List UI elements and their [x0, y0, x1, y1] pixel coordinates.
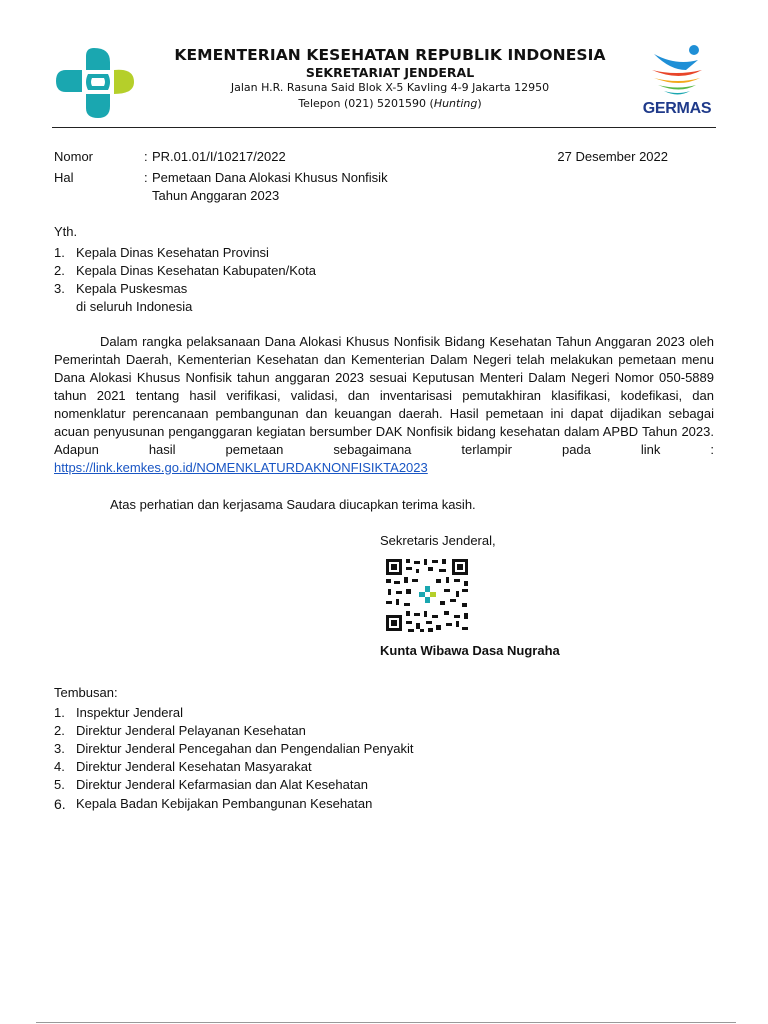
letter-date: 27 Desember 2022 [557, 149, 668, 164]
cc-item: Kepala Badan Kebijakan Pembangunan Kesehatan [76, 796, 373, 811]
germas-label: GERMAS [642, 100, 712, 117]
recipient-item: Kepala Dinas Kesehatan Provinsi [76, 245, 269, 260]
footer-divider [36, 1022, 736, 1023]
recipient-item: Kepala Dinas Kesehatan Kabupaten/Kota [76, 263, 316, 278]
nomor-colon: : [144, 149, 148, 164]
cc-item: Direktur Jenderal Pencegahan dan Pengendalian Penyakit [76, 741, 414, 756]
closing-sentence: Atas perhatian dan kerjasama Saudara diucapkan terima kasih. [110, 497, 476, 512]
germas-figure-icon [636, 40, 718, 100]
recipient-location: di seluruh Indonesia [76, 299, 193, 314]
cc-number: 4. [54, 759, 65, 774]
cc-label: Tembusan: [54, 685, 118, 700]
recipient-number: 1. [54, 245, 65, 260]
body-paragraph [54, 333, 714, 477]
ministry-name: KEMENTERIAN KESEHATAN REPUBLIK INDONESIA [174, 46, 606, 64]
unit-name: SEKRETARIAT JENDERAL [305, 65, 475, 80]
body-text: Dalam rangka pelaksanaan Dana Alokasi Khusus Nonfisik Bidang Kesehatan Tahun Anggaran 2023 oleh Pemerintah Daerah, Kementerian Kesehatan dan Kementerian Dalam Negeri telah melakukan pemetaan menu Dana Alokasi Khusus Nonfisik tahun anggaran 2023 sesuai Keputusan Menteri Dalam Negeri Nomor 050-5889 tahun 2021 tentang hasil verifikasi, validasi, dan inventarisasi pemutakhiran klasifikasi, kodefikasi, dan nomenklatur perencanaan pembangunan dan keuangan daerah. Hasil pemetaan ini dapat dijadikan sebagai acuan penyusunan penganggaran kegiatan bersumber DAK Nonfisik bidang kesehatan dalam APBD Tahun 2023. Adapun hasil pemetaan sebagaimana terlampir pada link : [54, 334, 714, 457]
signer-title: Sekretaris Jenderal, [380, 533, 496, 548]
kemenkes-logo [52, 44, 136, 120]
cc-number: 1. [54, 705, 65, 720]
hal-label: Hal [54, 170, 74, 185]
hal-value-line1: Pemetaan Dana Alokasi Khusus Nonfisik [152, 170, 388, 185]
attachment-link[interactable]: https://link.kemkes.go.id/NOMENKLATURDAKNONFISIKTA2023 [54, 460, 428, 475]
phone: Telepon (021) 5201590 (Hunting) [298, 97, 482, 110]
cc-item: Direktur Jenderal Kesehatan Masyarakat [76, 759, 312, 774]
cc-number: 6. [54, 796, 66, 812]
cc-number: 3. [54, 741, 65, 756]
cc-item: Direktur Jenderal Kefarmasian dan Alat Kesehatan [76, 777, 368, 792]
nomor-value: PR.01.01/I/10217/2022 [152, 149, 286, 164]
cc-item: Direktur Jenderal Pelayanan Kesehatan [76, 723, 306, 738]
header-divider [52, 127, 716, 128]
salutation: Yth. [54, 224, 78, 239]
signature-qr-code [384, 557, 470, 633]
germas-logo [636, 40, 718, 122]
letterhead [140, 45, 640, 112]
recipient-number: 2. [54, 263, 65, 278]
cc-number: 2. [54, 723, 65, 738]
hal-value-line2: Tahun Anggaran 2023 [152, 188, 280, 203]
address: Jalan H.R. Rasuna Said Blok X-5 Kavling 4-9 Jakarta 12950 [230, 81, 550, 94]
nomor-label: Nomor [54, 149, 94, 164]
cc-number: 5. [54, 777, 65, 792]
cc-item: Inspektur Jenderal [76, 705, 183, 720]
signer-name: Kunta Wibawa Dasa Nugraha [380, 643, 560, 658]
recipient-number: 3. [54, 281, 65, 296]
recipient-item: Kepala Puskesmas [76, 281, 188, 296]
hal-colon: : [144, 170, 148, 185]
